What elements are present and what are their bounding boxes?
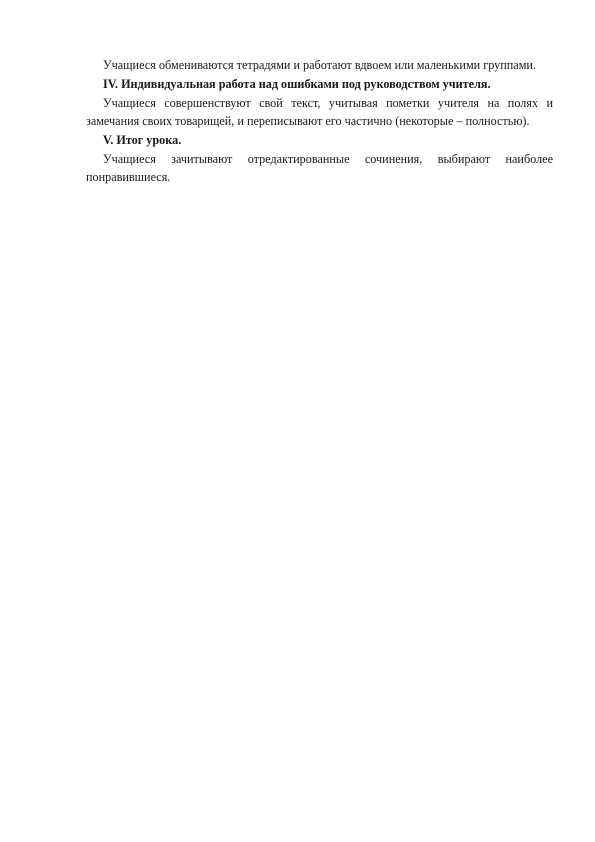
- section-heading-individual-work: IV. Индивидуальная работа над ошибками под руководством учителя.: [103, 77, 491, 91]
- paragraph-pair-work: Учащиеся обмениваются тетрадями и работают вдвоем или маленькими группами.: [103, 58, 536, 72]
- document-body: [86, 56, 553, 187]
- section-heading-lesson-summary: V. Итог урока.: [103, 133, 182, 147]
- paragraph-reading-essays: Учащиеся зачитывают отредактированные сочинения, выбирают наиболее понравившиеся.: [86, 152, 553, 184]
- paragraph-text-improvement: Учащиеся совершенствуют свой текст, учитывая пометки учителя на полях и замечания своих товарищей, и переписывают его частично (некоторые – полностью).: [86, 96, 553, 128]
